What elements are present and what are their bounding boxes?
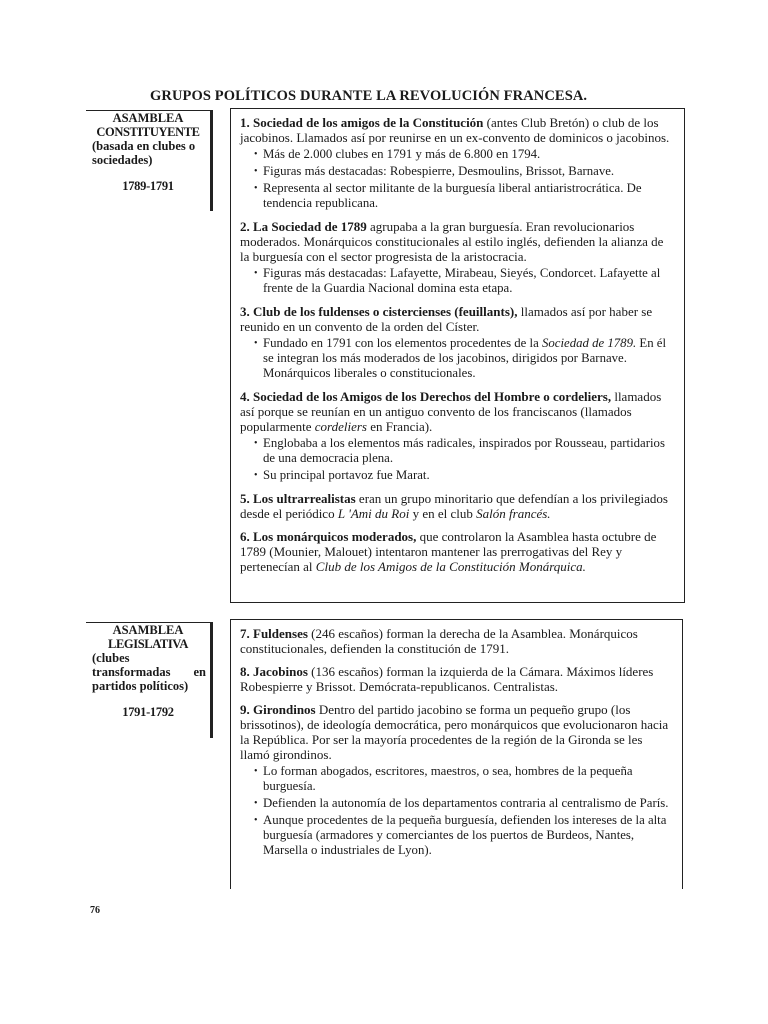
page-title: GRUPOS POLÍTICOS DURANTE LA REVOLUCIÓN FRANCESA.: [150, 88, 588, 104]
assembly-label-legislativa: [86, 622, 213, 738]
group-item-6: 6. Los monárquicos moderados, que controlaron la Asamblea hasta octubre de 1789 (Mounier, Malouet) intentaron mantener las prerrogativas del Rey y pertenecían al Club de los Amigos de la Constitución Monárquica.: [240, 529, 657, 574]
group-item-lead: Fuldenses: [253, 626, 308, 641]
group-item-lead: Club de los fuldenses o cistercienses (feuillants),: [253, 304, 518, 319]
assembly-label-constituyente: [86, 110, 213, 211]
bullet-item: • Defienden la autonomía de los departamentos contraria al centralismo de París.: [254, 796, 674, 811]
group-item-num: 2.: [240, 219, 250, 234]
group-item-9: [240, 702, 674, 858]
group-item-3: [240, 304, 676, 381]
assembly-subtitle: (basada en clubes o sociedades): [92, 139, 196, 167]
assembly-heading-line2: CONSTITUYENTE: [96, 125, 200, 139]
group-item-text: (antes Club Bretón) o club de los jacobinos. Llamados así por reunirse en un ex-convento de dominicos o jacobinos.: [240, 115, 670, 145]
assembly-years: 1791-1792: [122, 705, 174, 719]
group-item-2: [240, 219, 676, 296]
group-item-text: agrupaba a la gran burguesía. Eran revolucionarios moderados. Monárquicos constitucionales al estilo inglés, defienden la alianza de la burguesía con el sector progresista de la aristocracia.: [240, 219, 664, 264]
assembly-subtitle: (clubes transformadas en partidos políticos): [92, 651, 206, 693]
assembly-heading-line1: ASAMBLEA: [112, 111, 184, 125]
group-item-num: 4.: [240, 389, 250, 404]
assembly-heading-line2: LEGISLATIVA: [108, 637, 188, 651]
bullet-item: • Su principal portavoz fue Marat.: [254, 468, 676, 483]
group-item-lead: Sociedad de los amigos de la Constitución: [253, 115, 484, 130]
bullet-item: • Aunque procedentes de la pequeña burguesía, defienden los intereses de la alta burguesía (armadores y comerciantes de los puertos de Burdeos, Nantes, Marsella o industriales de Lyon).: [254, 813, 674, 858]
assembly-years: 1789-1791: [122, 179, 174, 193]
bullet-item: • Figuras más destacadas: Lafayette, Mirabeau, Sieyés, Condorcet. Lafayette al frente de la Guardia Nacional domina esta etapa.: [254, 266, 676, 296]
groups-box-constituyente: [230, 108, 685, 603]
group-item-num: 6.: [240, 529, 250, 544]
bullet-item: • Lo forman abogados, escritores, maestros, o sea, hombres de la pequeña burguesía.: [254, 764, 674, 794]
group-item-1: [240, 115, 676, 211]
group-item-lead: La Sociedad de 1789: [253, 219, 367, 234]
bullet-item: • Figuras más destacadas: Robespierre, Desmoulins, Brissot, Barnave.: [254, 164, 676, 179]
group-item-num: 5.: [240, 491, 250, 506]
group-item-4: 4. Sociedad de los Amigos de los Derechos del Hombre o cordeliers, llamados así porque se reunían en un antiguo convento de los franciscanos (llamados popularmente cordeliers en Francia). • Englobaba a los elementos más radicales, inspirados por Rousseau, partidarios de una democracia plena. • Su principal portavoz fue Marat.: [240, 389, 676, 483]
group-item-num: 8.: [240, 664, 250, 679]
group-item-lead: Sociedad de los Amigos de los Derechos del Hombre o cordeliers,: [253, 389, 612, 404]
group-item-num: 1.: [240, 115, 250, 130]
page-number: 76: [90, 905, 100, 916]
group-item-5: 5. Los ultrarrealistas eran un grupo minoritario que defendían a los privilegiados desde el periódico L 'Ami du Roi y en el club Salón francés.: [240, 491, 668, 521]
group-item-text: (136 escaños) forman la izquierda de la Cámara. Máximos líderes Robespierre y Brissot. Demócrata-republicanos. Centralistas.: [240, 664, 654, 694]
group-item-lead: Girondinos: [253, 702, 316, 717]
group-item-text: Dentro del partido jacobino se forma un pequeño grupo (los brissotinos), de ideología democrática, pero monárquicos que evolucionaron hacia la República. Por ser la mayoría procedentes de la región de la Gironda se les llamó girondinos.: [240, 702, 669, 762]
group-item-lead: Los monárquicos moderados,: [253, 529, 417, 544]
group-item-num: 3.: [240, 304, 250, 319]
bullet-item: • Más de 2.000 clubes en 1791 y más de 6.800 en 1794.: [254, 147, 676, 162]
bullet-item: • Englobaba a los elementos más radicales, inspirados por Rousseau, partidarios de una democracia plena.: [254, 436, 676, 466]
group-item-text: (246 escaños) forman la derecha de la Asamblea. Monárquicos constitucionales, defienden la constitución de 1791.: [240, 626, 638, 656]
group-item-lead: Jacobinos: [253, 664, 308, 679]
group-item-num: 7.: [240, 626, 250, 641]
bullet-item: • Representa al sector militante de la burguesía liberal antiaristrocrática. De tendencia republicana.: [254, 181, 676, 211]
group-item-lead: Los ultrarrealistas: [253, 491, 356, 506]
group-item-num: 9.: [240, 702, 250, 717]
group-item-text: llamados así por haber se reunido en un convento de la orden del Císter.: [240, 304, 653, 334]
group-item-7: [240, 626, 674, 656]
assembly-heading-line1: ASAMBLEA: [112, 623, 184, 637]
groups-box-legislativa: [230, 619, 683, 889]
group-item-8: [240, 664, 674, 694]
bullet-item: • Fundado en 1791 con los elementos procedentes de la Sociedad de 1789. En él se integran los más moderados de los jacobinos, dirigidos por Barnave. Monárquicos liberales o constitucionales.: [254, 336, 676, 381]
